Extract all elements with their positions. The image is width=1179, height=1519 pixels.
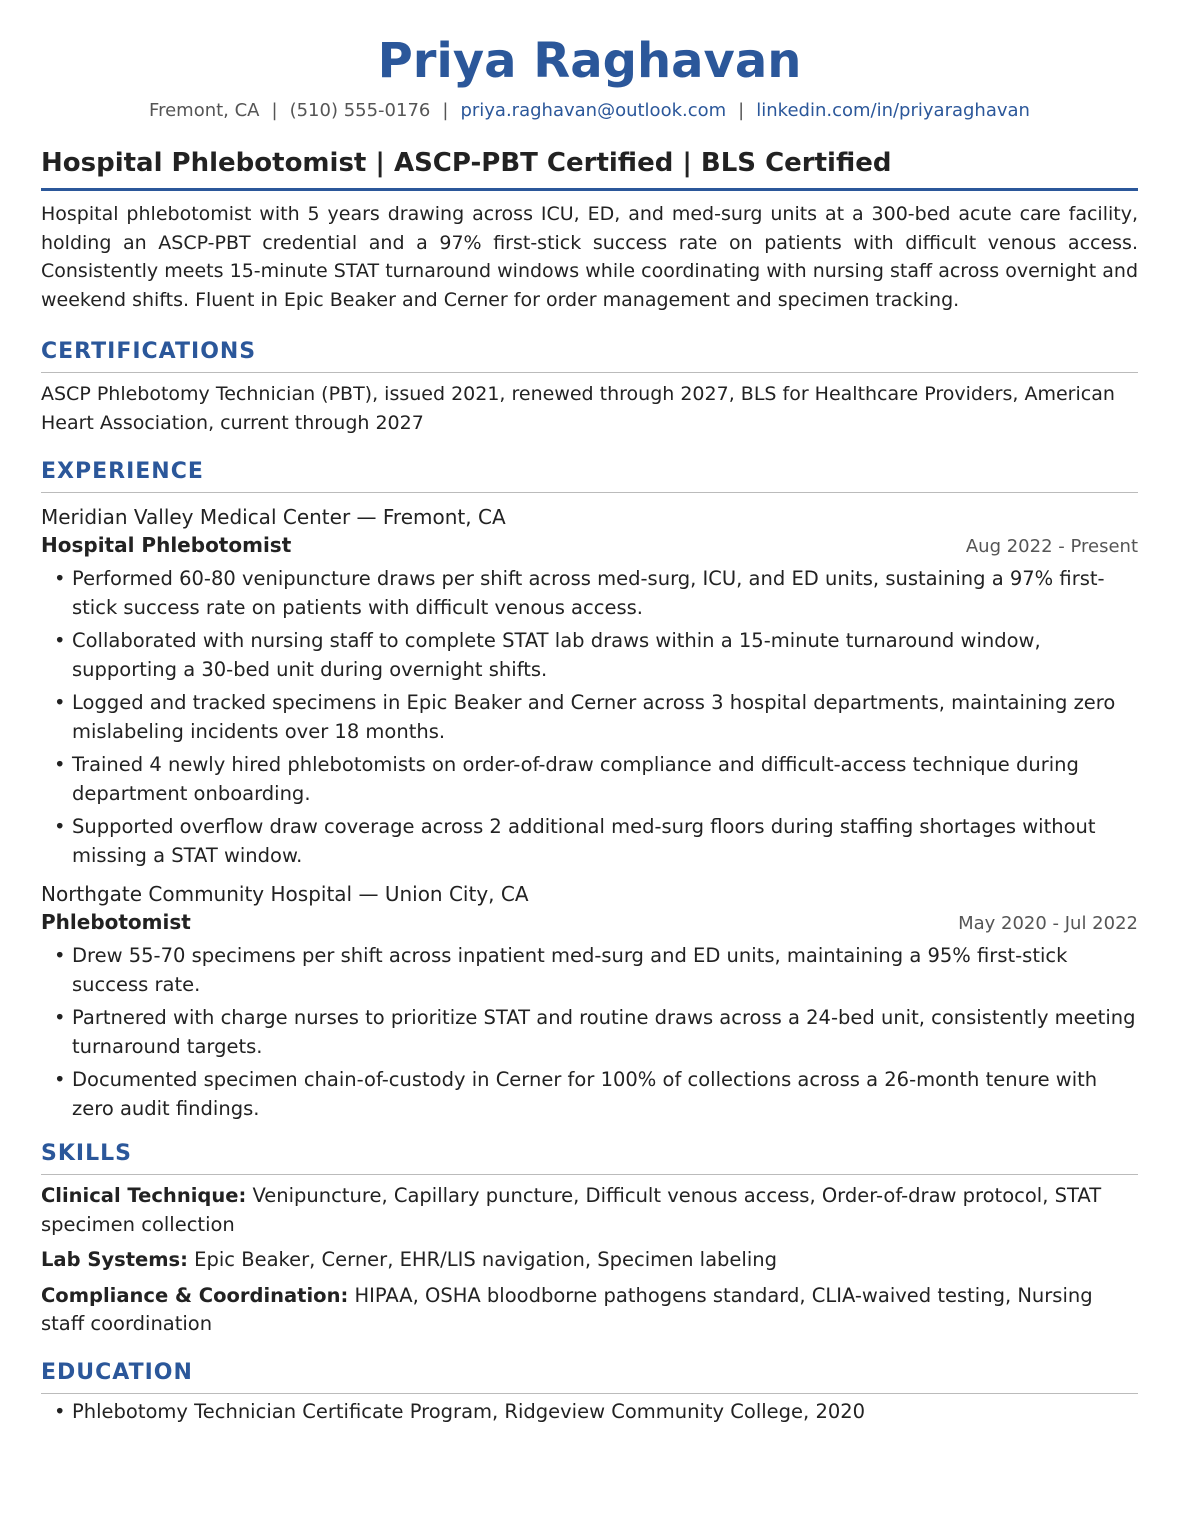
separator: | bbox=[442, 100, 449, 121]
certifications-heading: CERTIFICATIONS bbox=[41, 337, 1138, 373]
email-link[interactable]: priya.raghavan@outlook.com bbox=[460, 100, 727, 121]
education-list bbox=[41, 1398, 1138, 1427]
list-item: • Documented specimen chain-of-custody in Cerner for 100% of collections across a 26-month tenure with zero audit findings. bbox=[41, 1066, 1138, 1123]
list-item: • Collaborated with nursing staff to complete STAT lab draws within a 15-minute turnaround window, supporting a 30-bed unit during overnight shifts. bbox=[41, 627, 1138, 684]
summary-paragraph: Hospital phlebotomist with 5 years drawing across ICU, ED, and med-surg units at a 300-bed acute care facility, holding an ASCP-PBT credential and a 97% first-stick success rate on patients with difficult venous access. Consistently meets 15-minute STAT turnaround windows while coordinating with nursing staff across overnight and weekend shifts. Fluent in Epic Beaker and Cerner for order management and specimen tracking. bbox=[41, 203, 1138, 311]
job-entry bbox=[41, 503, 1138, 870]
list-item: • Phlebotomy Technician Certificate Program, Ridgeview Community College, 2020 bbox=[41, 1398, 1138, 1427]
list-item: • Drew 55-70 specimens per shift across inpatient med-surg and ED units, maintaining a 95% first-stick success rate. bbox=[41, 942, 1138, 999]
skill-group bbox=[41, 1182, 1138, 1239]
job-title: Hospital Phlebotomist bbox=[41, 533, 292, 557]
list-item: • Logged and tracked specimens in Epic Beaker and Cerner across 3 hospital departments, maintaining zero mislabeling incidents over 18 months. bbox=[41, 689, 1138, 746]
employer: Northgate Community Hospital — Union City, CA bbox=[41, 882, 529, 906]
certifications-text: ASCP Phlebotomy Technician (PBT), issued 2021, renewed through 2027, BLS for Healthcare Providers, American Heart Association, current through 2027 bbox=[41, 383, 1115, 434]
list-item: • Performed 60-80 venipuncture draws per shift across med-surg, ICU, and ED units, sustaining a 97% first-stick success rate on patients with difficult venous access. bbox=[41, 565, 1138, 622]
skill-group-items: Epic Beaker, Cerner, EHR/LIS navigation, Specimen labeling bbox=[194, 1248, 777, 1271]
job-bullets bbox=[41, 565, 1138, 870]
professional-headline: Hospital Phlebotomist | ASCP-PBT Certified | BLS Certified bbox=[41, 146, 1138, 191]
skills-heading: SKILLS bbox=[41, 1139, 1138, 1175]
list-item: • Partnered with charge nurses to prioritize STAT and routine draws across a 24-bed unit, consistently meeting turnaround targets. bbox=[41, 1004, 1138, 1061]
skill-group-label: Compliance & Coordination: bbox=[41, 1283, 349, 1307]
skill-group-label: Clinical Technique: bbox=[41, 1184, 247, 1207]
job-dates: May 2020 - Jul 2022 bbox=[958, 913, 1138, 934]
candidate-name: Priya Raghavan bbox=[377, 33, 802, 89]
skill-group-items: HIPAA, OSHA bloodborne pathogens standard, CLIA-waived testing, Nursing staff coordination bbox=[41, 1283, 1093, 1335]
skill-group bbox=[41, 1246, 1138, 1275]
skill-group-label: Lab Systems: bbox=[41, 1248, 188, 1271]
experience-heading: EXPERIENCE bbox=[41, 457, 1138, 493]
job-dates: Aug 2022 - Present bbox=[965, 536, 1138, 557]
separator: | bbox=[738, 100, 745, 121]
skill-group-items: Venipuncture, Capillary puncture, Difficult venous access, Order-of-draw protocol, STAT specimen collection bbox=[41, 1184, 1102, 1236]
separator: | bbox=[271, 100, 278, 121]
linkedin-link[interactable]: linkedin.com/in/priyaraghavan bbox=[756, 100, 1030, 121]
job-entry bbox=[41, 880, 1138, 1123]
employer: Meridian Valley Medical Center — Fremont, CA bbox=[41, 505, 506, 529]
list-item: • Supported overflow draw coverage across 2 additional med-surg floors during staffing shortages without missing a STAT window. bbox=[41, 813, 1138, 870]
role-row bbox=[41, 531, 1138, 561]
role-row bbox=[41, 908, 1138, 938]
list-item: • Trained 4 newly hired phlebotomists on order-of-draw compliance and difficult-access technique during department onboarding. bbox=[41, 751, 1138, 808]
job-bullets bbox=[41, 942, 1138, 1123]
contact-line bbox=[41, 99, 1138, 123]
skill-group bbox=[41, 1282, 1138, 1339]
location: Fremont, CA bbox=[149, 100, 260, 121]
job-title: Phlebotomist bbox=[41, 910, 191, 934]
education-heading: EDUCATION bbox=[41, 1358, 1138, 1394]
phone: (510) 555-0176 bbox=[289, 100, 431, 121]
